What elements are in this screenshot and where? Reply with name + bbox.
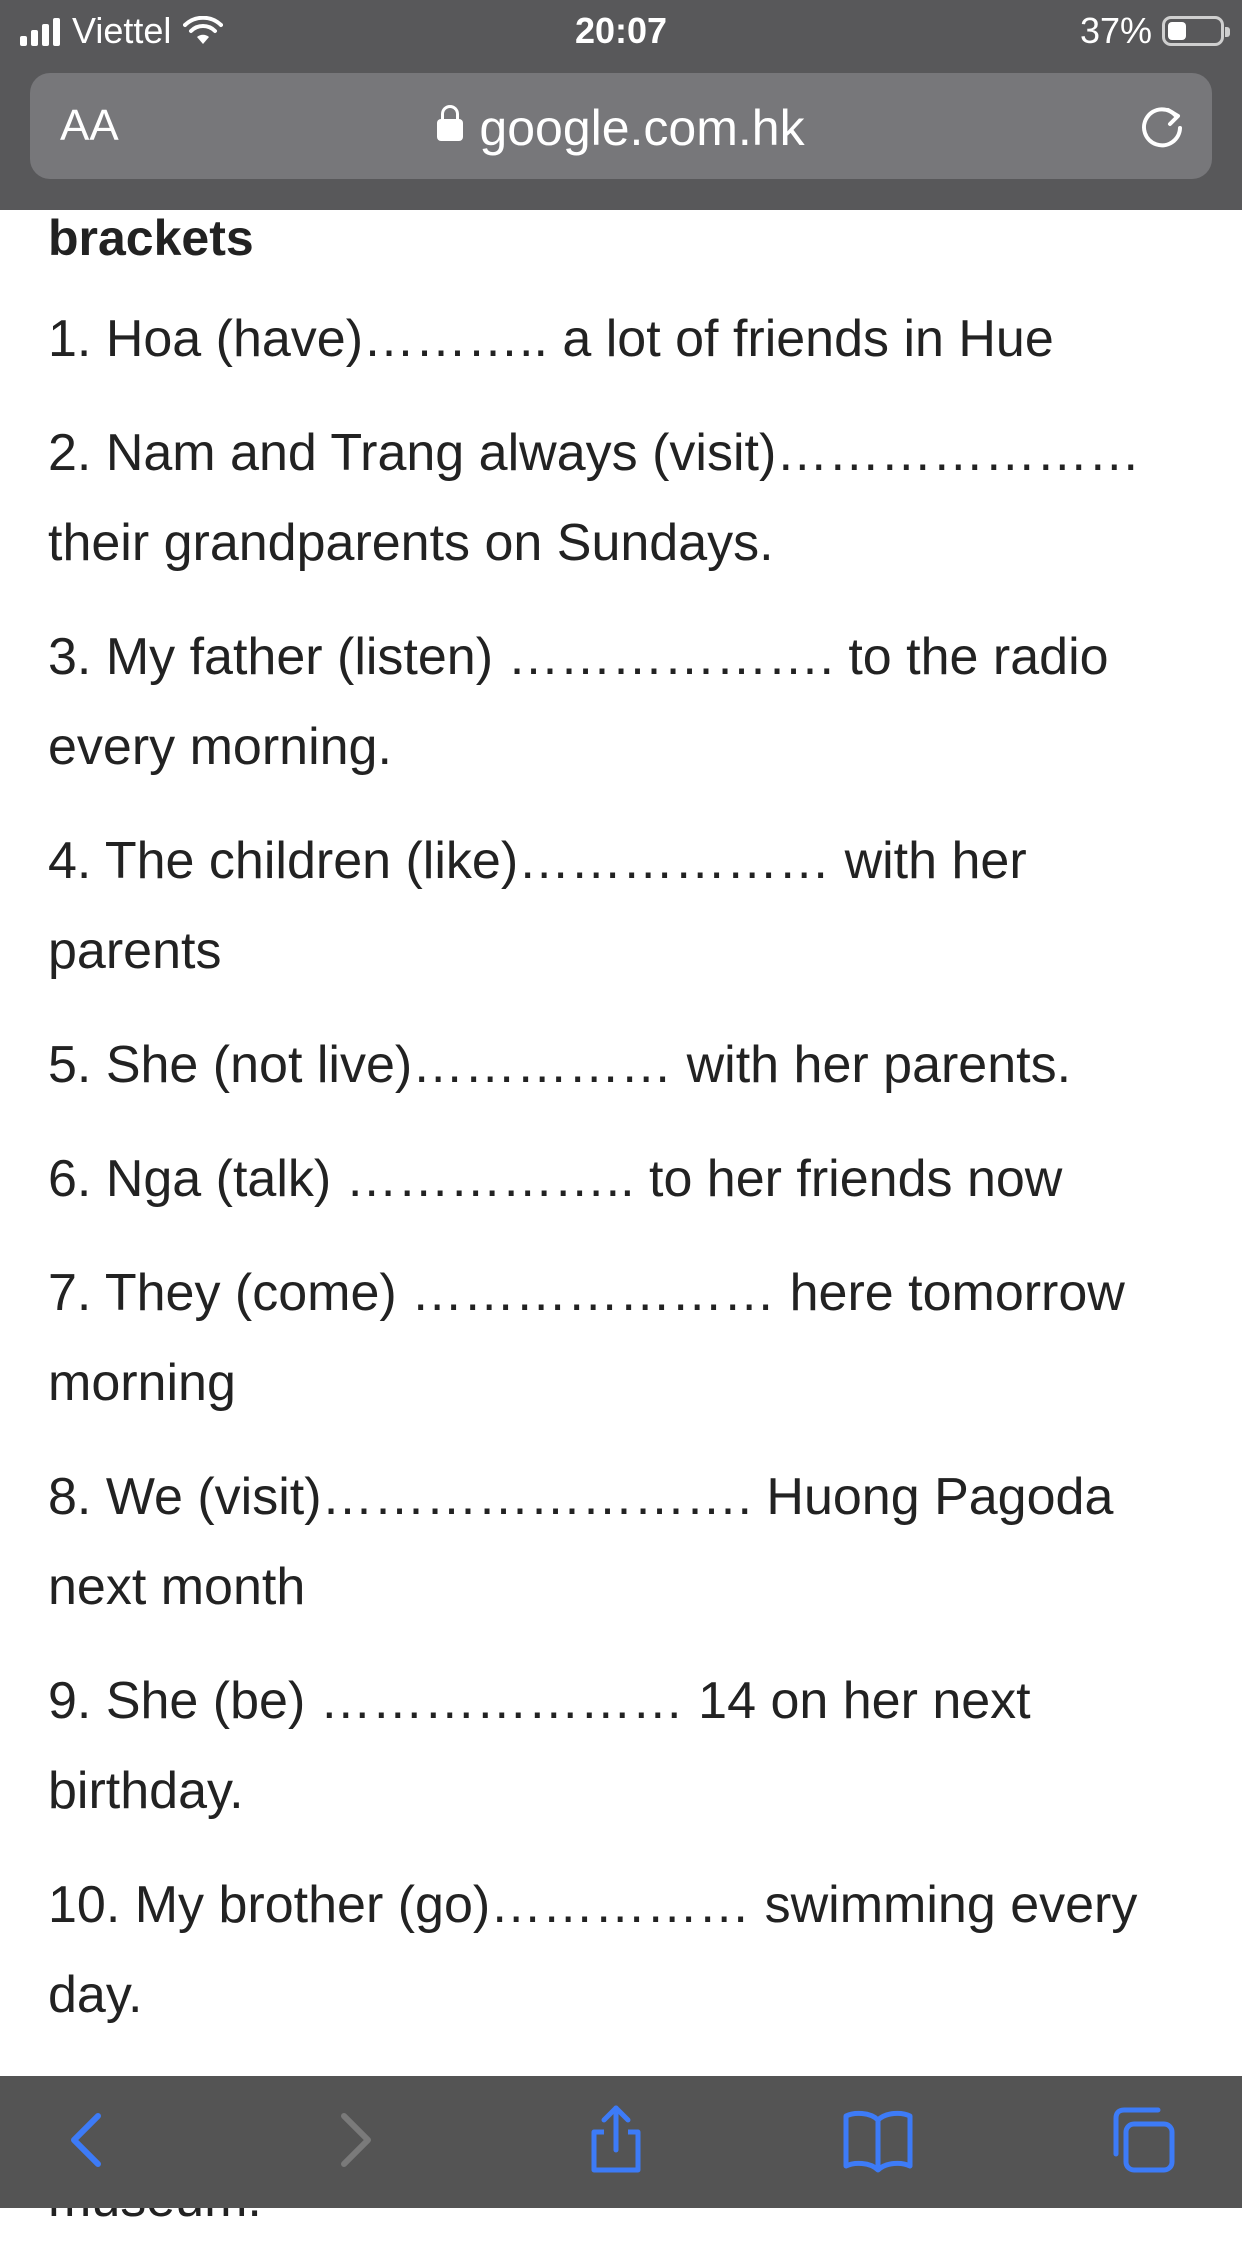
back-icon[interactable]: [52, 2104, 124, 2176]
exercise-item-1: 1. Hoa (have)……….. a lot of friends in Hue: [48, 310, 1054, 368]
exercise-item-9: 9. She (be) ………………… 14 on her next birthday.: [48, 1672, 1031, 1820]
tabs-icon[interactable]: [1108, 2104, 1180, 2176]
status-bar: [0, 0, 1242, 62]
address-bar[interactable]: [30, 73, 1212, 179]
exercise-item-7: 7. They (come) ………………… here tomorrow morning: [48, 1264, 1125, 1412]
exercise-item-2: 2. Nam and Trang always (visit)………………… their grandparents on Sundays.: [48, 424, 1141, 572]
exercise-item-10: 10. My brother (go)…………… swimming every day.: [48, 1876, 1138, 2024]
exercise-item-8: 8. We (visit)……………………. Huong Pagoda next month: [48, 1468, 1114, 1616]
page-content: [48, 210, 1208, 2244]
exercise-item-6: 6. Nga (talk) …………….. to her friends now: [48, 1150, 1063, 1208]
url-display[interactable]: [30, 99, 1212, 157]
share-icon[interactable]: [580, 2104, 652, 2176]
browser-toolbar: [0, 2076, 1242, 2208]
carrier-name: Viettel: [72, 10, 172, 51]
forward-icon[interactable]: [318, 2104, 390, 2176]
status-right: [1080, 10, 1224, 52]
url-text: google.com.hk: [479, 100, 805, 156]
section-heading: brackets: [48, 210, 254, 266]
reload-icon[interactable]: [1136, 100, 1188, 152]
browser-top-bar: [0, 0, 1242, 210]
exercise-item-4: 4. The children (like)……………… with her parents: [48, 832, 1027, 980]
battery-percent: 37%: [1079, 10, 1152, 51]
clock: 20:07: [574, 10, 668, 51]
bookmarks-icon[interactable]: [842, 2104, 914, 2176]
text-size-label: AA: [60, 101, 119, 150]
lock-icon: [437, 119, 463, 141]
exercise-item-3: 3. My father (listen) ………………. to the radio every morning.: [48, 628, 1109, 776]
exercise-item-5: 5. She (not live)…………… with her parents.: [48, 1036, 1072, 1094]
battery-icon: [1162, 16, 1224, 46]
